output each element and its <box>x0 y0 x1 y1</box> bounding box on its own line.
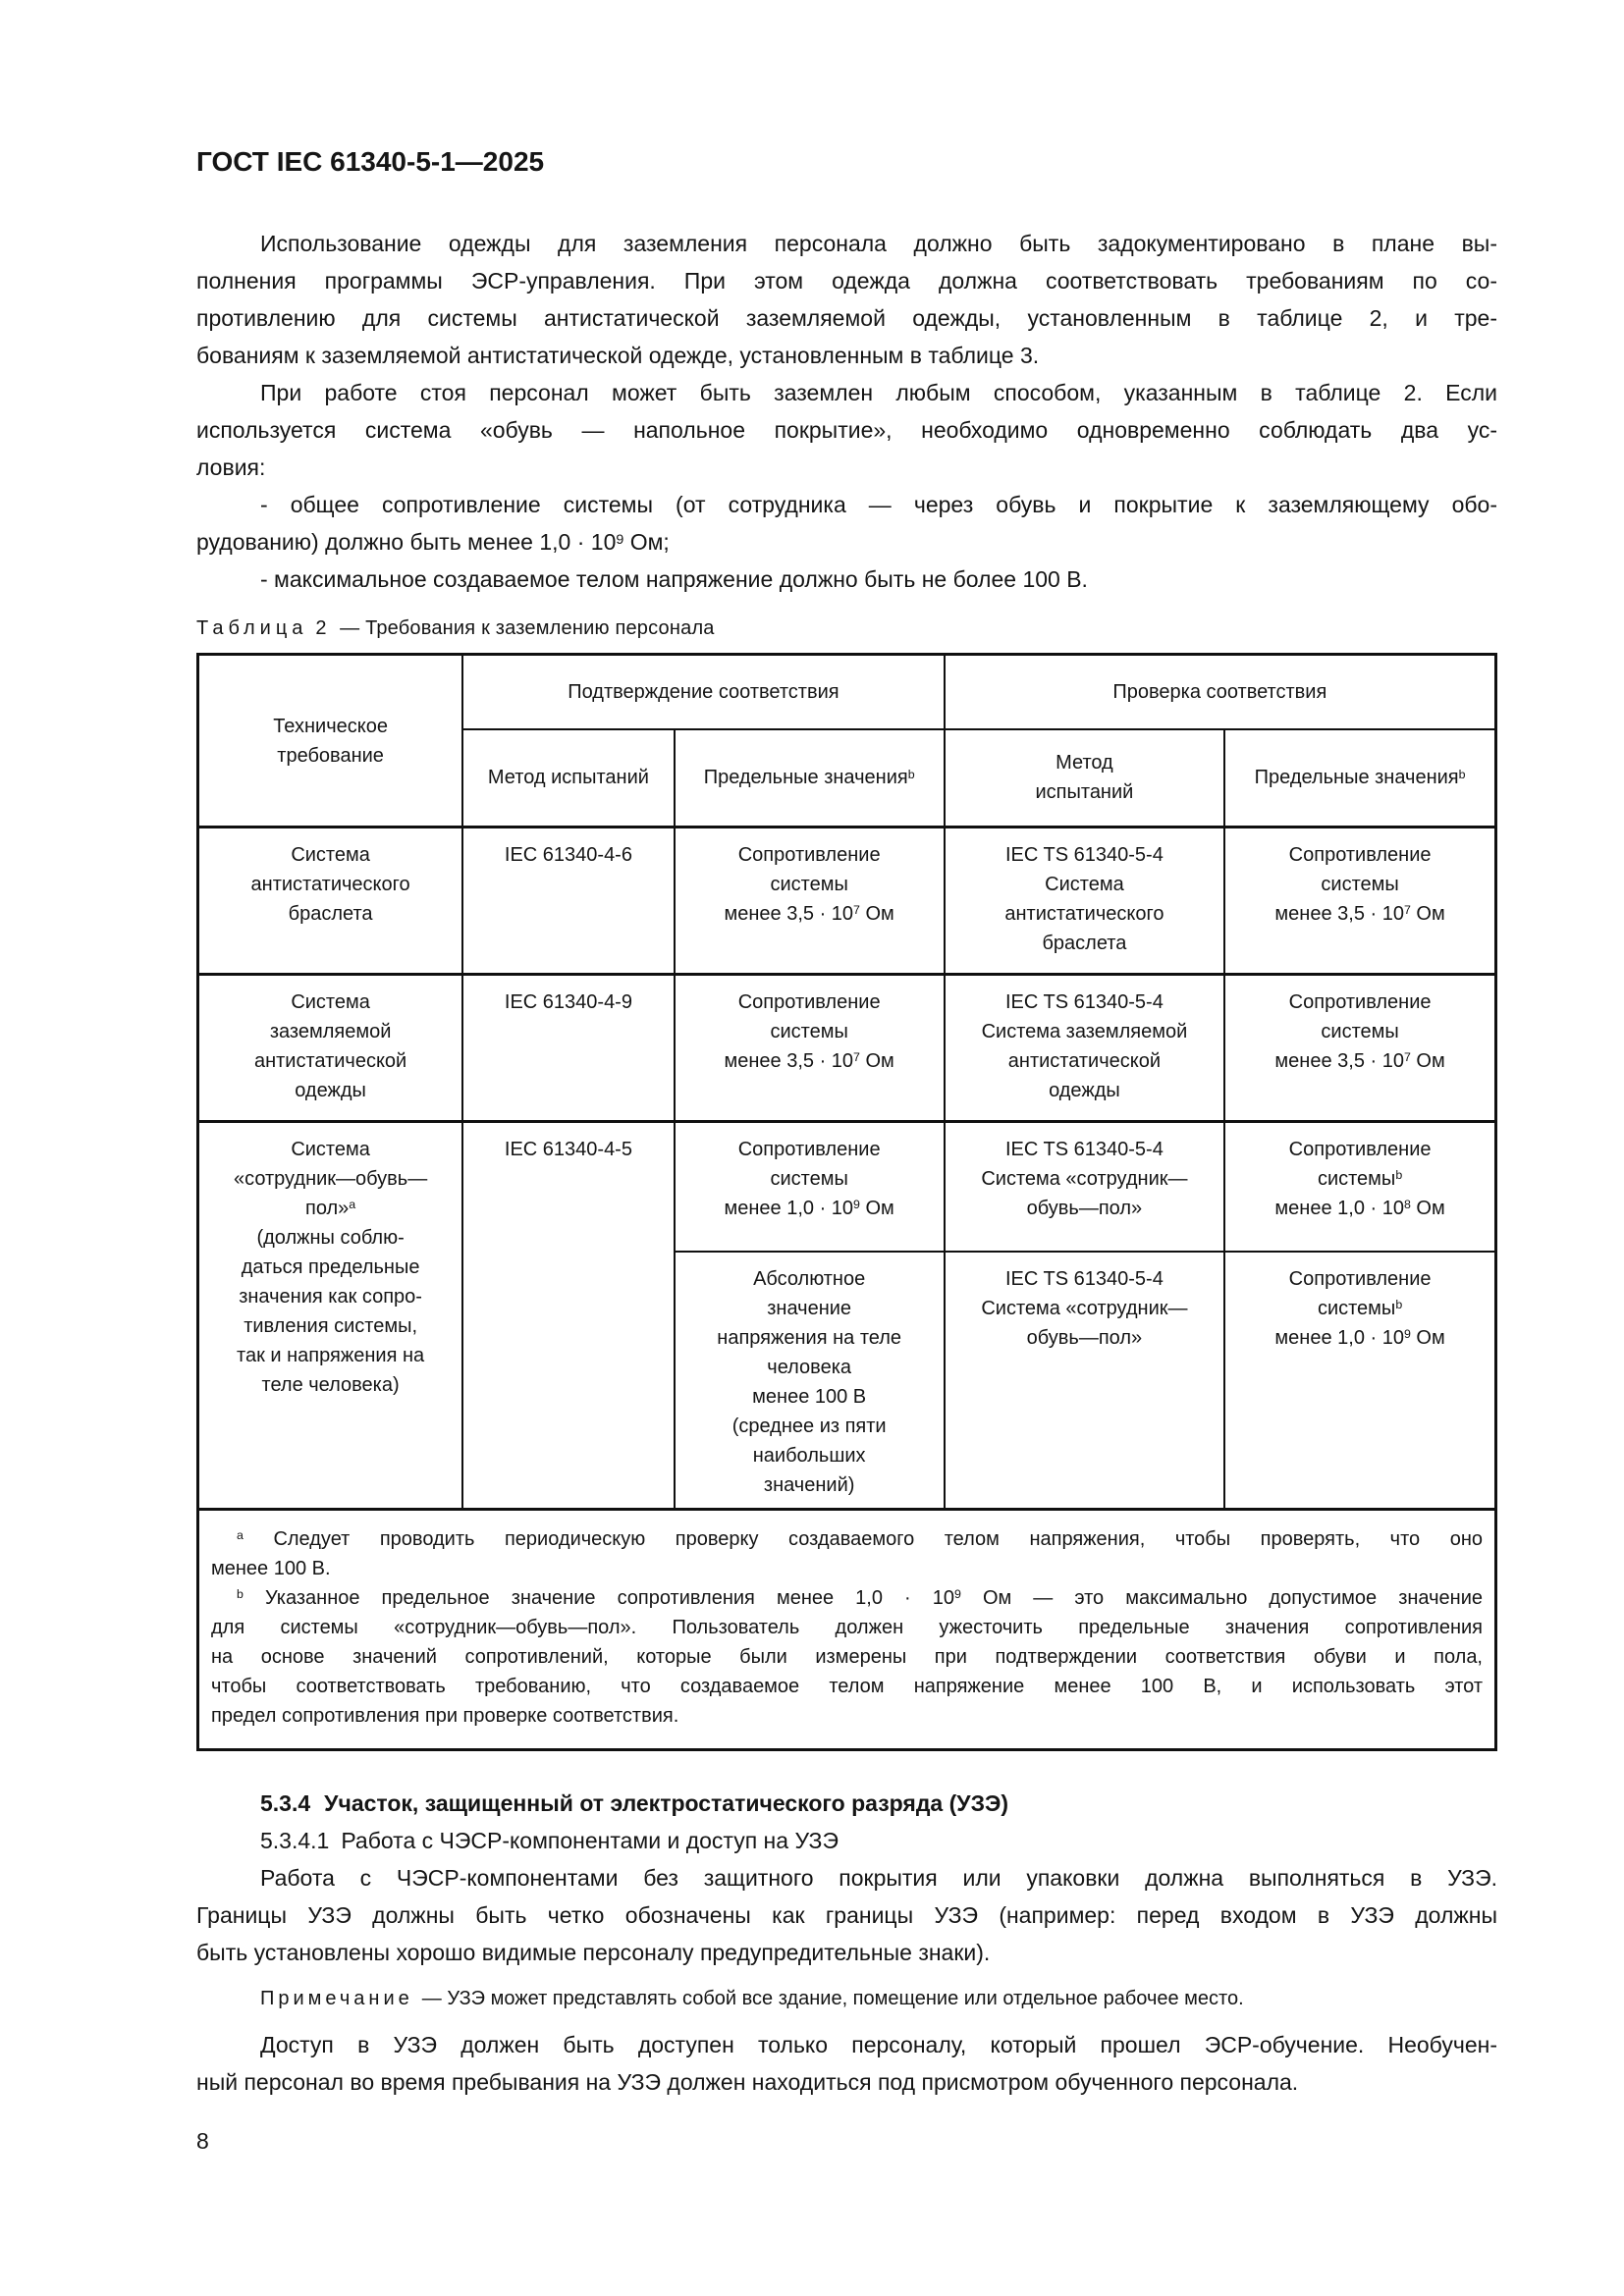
footnote-b <box>211 1583 1483 1731</box>
text-line <box>205 1135 456 1164</box>
text-line <box>951 988 1218 1017</box>
text-run: (должны соблю- <box>256 1227 405 1249</box>
text-line <box>1231 1264 1489 1294</box>
text-line <box>951 899 1218 929</box>
text-run: Сопротивление <box>1288 1267 1432 1290</box>
text-line <box>681 1194 938 1223</box>
text-line <box>681 1470 938 1500</box>
text-run: менее 1,0 · 10 <box>724 1198 854 1219</box>
text-line <box>205 1253 456 1282</box>
text-run: системы <box>770 874 848 895</box>
text-line <box>951 677 1489 707</box>
header-cell-confirm-limits <box>675 729 945 828</box>
row1-confirm-limit-cell <box>675 828 945 975</box>
text-run: системы <box>1321 874 1399 895</box>
row3-confirm-method-cell <box>462 1122 674 1510</box>
text-line <box>1231 899 1489 929</box>
row1-verify-limit-cell <box>1224 828 1495 975</box>
text-line <box>205 1017 456 1046</box>
text-line <box>951 1194 1218 1223</box>
text-run: теле человека) <box>261 1374 400 1396</box>
text-run: Ом <box>1410 903 1445 925</box>
text-line <box>211 1613 1483 1642</box>
text-line <box>681 1017 938 1046</box>
text-run: системы <box>1317 1297 1396 1319</box>
text-run: менее 1,0 · 10 <box>1274 1326 1404 1349</box>
text-run: IEC 61340-4-5 <box>504 1139 632 1160</box>
text-line <box>681 1412 938 1441</box>
text-line <box>205 712 456 741</box>
text-line <box>211 1554 1483 1583</box>
text-run: быть установлены хорошо видимые персоналу предупредительные знаки). <box>196 1939 991 1965</box>
text-run: Ом — это максимально допустимое значение <box>960 1586 1483 1609</box>
text-run: системы <box>770 1021 848 1042</box>
text-line <box>1231 1164 1489 1194</box>
text-run: обувь—пол» <box>1026 1198 1143 1219</box>
text-run: Метод <box>1056 752 1113 774</box>
text-line <box>951 748 1218 777</box>
row2-requirement-cell <box>198 975 463 1122</box>
text-line <box>205 741 456 771</box>
text-run: Указанное предельное значение сопротивления менее 1,0 · 10 <box>243 1586 954 1609</box>
row1-verify-method-cell <box>945 828 1225 975</box>
text-run: Доступ в УЗЭ должен быть доступен только персоналу, который прошел ЭСР-обучение. Необучен- <box>260 2031 1497 2057</box>
row3b-verify-limit-cell <box>1224 1252 1495 1510</box>
paragraph-epa-access <box>196 2026 1497 2101</box>
text-run: Система <box>291 991 370 1013</box>
text-line <box>1231 1194 1489 1223</box>
text-run: предел сопротивления при проверке соответствия. <box>211 1704 679 1727</box>
text-line <box>196 411 1497 449</box>
paragraph-standing-work <box>196 374 1497 486</box>
text-run: антистатической <box>1007 1050 1162 1072</box>
text-line <box>951 840 1218 870</box>
header-cell-verify-method <box>945 729 1225 828</box>
text-run: так и напряжения на <box>237 1345 425 1366</box>
text-line <box>205 988 456 1017</box>
text-run: Ом <box>1410 1198 1445 1219</box>
text-line <box>205 840 456 870</box>
text-run: Ом <box>859 1050 894 1072</box>
text-line <box>211 1583 1483 1613</box>
row2-confirm-method-cell <box>462 975 674 1122</box>
paragraph-clothing-grounding <box>196 225 1497 374</box>
text-line <box>469 840 667 870</box>
text-line <box>196 561 1497 598</box>
row3b-confirm-limit-cell <box>675 1252 945 1510</box>
table2-caption <box>196 614 1497 643</box>
superscript: b <box>1395 1297 1403 1311</box>
text-line <box>951 1323 1218 1353</box>
text-line <box>681 840 938 870</box>
text-line <box>196 1934 1497 1971</box>
text-line <box>951 870 1218 899</box>
text-line <box>196 523 1497 561</box>
text-line <box>681 899 938 929</box>
bullet-total-resistance <box>196 486 1497 561</box>
text-run: человека <box>767 1356 852 1378</box>
text-line <box>951 1294 1218 1323</box>
row3-requirement-cell <box>198 1122 463 1510</box>
section-5-3-4 <box>196 1785 1497 2101</box>
text-run: менее 3,5 · 10 <box>724 1050 854 1072</box>
text-run: менее 100 В. <box>211 1557 331 1579</box>
text-run: Система <box>291 1139 370 1160</box>
text-run: рудованию) должно быть менее 1,0 · 10 <box>196 529 617 555</box>
text-run: браслета <box>1042 933 1127 954</box>
section-heading-title: Участок, защищенный от электростатического разряда (УЗЭ) <box>324 1789 1009 1816</box>
text-line <box>1231 1135 1489 1164</box>
row1-confirm-method-cell <box>462 828 674 975</box>
text-run: IEC 61340-4-9 <box>504 991 632 1013</box>
superscript: 7 <box>853 1050 860 1065</box>
text-run: Сопротивление <box>1288 991 1432 1013</box>
text-line <box>196 299 1497 337</box>
intro-text <box>196 225 1497 598</box>
text-line <box>681 1441 938 1470</box>
text-line <box>951 1076 1218 1105</box>
text-run: системы <box>770 1168 848 1190</box>
text-run: Метод испытаний <box>487 767 649 789</box>
text-run: на основе значений сопротивлений, которые были измерены при подтверждении соответствия обуви и пола, <box>211 1645 1483 1668</box>
superscript: 9 <box>853 1198 860 1212</box>
text-run: При работе стоя персонал может быть заземлен любым способом, указанным в таблице 2. Если <box>260 380 1497 405</box>
text-run: испытаний <box>1035 781 1134 804</box>
text-run: Ом <box>859 1198 894 1219</box>
text-run: Система «сотрудник— <box>981 1297 1188 1319</box>
superscript: 7 <box>1403 903 1411 918</box>
text-line <box>205 1370 456 1400</box>
text-line <box>951 1017 1218 1046</box>
superscript: 8 <box>1403 1198 1411 1212</box>
text-line <box>205 1282 456 1311</box>
header-cell-requirement <box>198 655 463 828</box>
row2-verify-limit-cell <box>1224 975 1495 1122</box>
text-run: наибольших <box>752 1444 866 1467</box>
text-run: чтобы соответствовать требованию, что создаваемое телом напряжение менее 100 В, и использовать этот <box>211 1675 1483 1697</box>
text-line <box>196 1859 1497 1896</box>
text-line <box>681 1323 938 1353</box>
text-run: браслета <box>288 903 373 925</box>
text-run: Техническое <box>273 715 388 737</box>
text-line <box>681 1264 938 1294</box>
text-line <box>681 1382 938 1412</box>
text-line <box>1231 870 1489 899</box>
table2-caption-title: — Требования к заземлению персонала <box>340 617 715 639</box>
text-run: Предельные значения <box>1254 767 1459 789</box>
text-line <box>951 1135 1218 1164</box>
text-line <box>205 1341 456 1370</box>
text-run: значение <box>767 1297 852 1319</box>
text-run: одежды <box>1049 1080 1120 1101</box>
text-line <box>1231 1017 1489 1046</box>
header-cell-verify-group <box>945 655 1496 729</box>
text-run: Границы УЗЭ должны быть четко обозначены как границы УЗЭ (например: перед входом в УЗЭ должны <box>196 1901 1497 1928</box>
row3a-confirm-limit-cell <box>675 1122 945 1252</box>
text-run: IEC TS 61340-5-4 <box>1004 844 1164 866</box>
section-subheading-number: 5.3.4.1 <box>260 1827 330 1853</box>
text-line <box>469 677 937 707</box>
text-line <box>196 337 1497 374</box>
superscript: 9 <box>953 1586 961 1601</box>
text-run: Подтверждение соответствия <box>568 680 839 703</box>
text-run: даться предельные <box>241 1256 420 1278</box>
footnote-a <box>211 1524 1483 1583</box>
text-line <box>196 2026 1497 2063</box>
section-heading <box>196 1785 1497 1822</box>
superscript: 7 <box>853 903 860 918</box>
text-run: Предельные значения <box>703 767 908 789</box>
text-run: менее 3,5 · 10 <box>1274 903 1404 925</box>
text-run: - максимальное создаваемое телом напряжение должно быть не более 100 В. <box>260 566 1088 592</box>
text-run: бованиям к заземляемой антистатической одежде, установленным в таблице 3. <box>196 343 1040 368</box>
table2-caption-label: Таблица <box>196 617 308 639</box>
text-line <box>211 1672 1483 1701</box>
superscript: b <box>907 767 915 781</box>
text-line <box>205 1194 456 1223</box>
text-run: Ом <box>1410 1050 1445 1072</box>
superscript: 7 <box>1403 1050 1411 1065</box>
text-run: значения как сопро- <box>239 1286 422 1308</box>
superscript: b <box>1458 767 1466 781</box>
text-run: ловия: <box>196 454 266 480</box>
text-line <box>196 2063 1497 2101</box>
table2-caption-number: 2 <box>315 617 327 639</box>
text-run: противлению для системы антистатической заземляемой одежды, установленным в таблице 2, и тре- <box>196 305 1497 331</box>
text-line <box>1231 840 1489 870</box>
text-line <box>469 988 667 1017</box>
text-line <box>1231 763 1489 792</box>
text-line <box>196 225 1497 262</box>
text-line <box>951 929 1218 958</box>
section-heading-number: 5.3.4 <box>260 1789 311 1816</box>
row1-requirement-cell <box>198 828 463 975</box>
text-line <box>211 1642 1483 1672</box>
text-run: обувь—пол» <box>1026 1326 1143 1349</box>
text-run: IEC TS 61340-5-4 <box>1004 991 1164 1013</box>
text-run: ный персонал во время пребывания на УЗЭ должен находиться под присмотром обученного персонала. <box>196 2068 1299 2095</box>
text-line <box>681 1046 938 1076</box>
text-run: системы <box>1321 1021 1399 1042</box>
text-run: антистатического <box>250 874 410 895</box>
text-run: IEC TS 61340-5-4 <box>1004 1267 1164 1290</box>
header-cell-confirm-method <box>462 729 674 828</box>
document-header: ГОСТ IEC 61340-5-1—2025 <box>196 146 545 177</box>
text-line <box>205 1223 456 1253</box>
header-cell-confirm-group <box>462 655 944 729</box>
text-line <box>196 374 1497 411</box>
row3a-verify-method-cell <box>945 1122 1225 1252</box>
text-line <box>681 763 938 792</box>
text-run: менее 1,0 · 10 <box>1274 1198 1404 1219</box>
text-run: Сопротивление <box>737 1139 881 1160</box>
paragraph-epa-boundaries <box>196 1859 1497 1971</box>
text-line <box>681 1135 938 1164</box>
section-subheading <box>196 1822 1497 1859</box>
text-run: одежды <box>295 1080 366 1101</box>
text-line <box>205 870 456 899</box>
text-line <box>1231 1046 1489 1076</box>
text-line <box>469 763 667 792</box>
text-run: значений) <box>763 1473 855 1496</box>
text-run: Сопротивление <box>1288 1139 1432 1160</box>
superscript: a <box>237 1527 244 1542</box>
text-line <box>951 1164 1218 1194</box>
text-run: Сопротивление <box>1288 844 1432 866</box>
table2-footnotes-cell <box>198 1509 1496 1749</box>
text-line <box>681 1294 938 1323</box>
text-run: IEC 61340-4-6 <box>504 844 632 866</box>
text-run: Использование одежды для заземления персонала должно быть задокументировано в плане вы- <box>260 231 1497 256</box>
text-run: менее 100 В <box>752 1385 867 1408</box>
text-line <box>1231 1294 1489 1323</box>
superscript: 9 <box>1403 1326 1411 1341</box>
row2-verify-method-cell <box>945 975 1225 1122</box>
text-line <box>196 486 1497 523</box>
header-cell-verify-limits <box>1224 729 1495 828</box>
text-run: «сотрудник—обувь— <box>233 1168 428 1190</box>
text-run: IEC TS 61340-5-4 <box>1004 1139 1164 1160</box>
text-run: Система <box>291 844 370 866</box>
text-line <box>211 1701 1483 1731</box>
text-line <box>196 449 1497 486</box>
text-line <box>1231 988 1489 1017</box>
text-run: (среднее из пяти <box>731 1415 887 1437</box>
superscript: 9 <box>616 531 624 548</box>
grounding-requirements-table <box>196 653 1497 1751</box>
text-line <box>205 1311 456 1341</box>
text-run: - общее сопротивление системы (от сотрудника — через обувь и покрытие к заземляющему обо- <box>260 492 1497 517</box>
text-run: Работа с ЧЭСР-компонентами без защитного покрытия или упаковки должна выполняться в УЗЭ. <box>260 1864 1497 1891</box>
text-run: Ом <box>1410 1326 1445 1349</box>
text-run: Абсолютное <box>753 1267 866 1290</box>
text-line <box>951 777 1218 807</box>
text-line <box>681 1164 938 1194</box>
row3a-verify-limit-cell <box>1224 1122 1495 1252</box>
text-line <box>211 1524 1483 1554</box>
text-line <box>196 262 1497 299</box>
superscript: a <box>349 1198 356 1212</box>
row3b-verify-method-cell <box>945 1252 1225 1510</box>
text-run: пол» <box>304 1198 350 1219</box>
text-run: менее 3,5 · 10 <box>1274 1050 1404 1072</box>
text-run: антистатического <box>1004 903 1164 925</box>
text-line <box>951 1046 1218 1076</box>
text-run: Следует проводить периодическую проверку создаваемого телом напряжения, чтобы проверять, что оно <box>243 1527 1483 1550</box>
page-number: 8 <box>196 2127 209 2154</box>
text-run: Проверка соответствия <box>1112 680 1327 703</box>
text-run: используется система «обувь — напольное покрытие», необходимо одновременно соблюдать два ус- <box>196 417 1497 443</box>
text-line <box>951 1264 1218 1294</box>
superscript: b <box>1395 1168 1403 1183</box>
text-run: требование <box>277 744 384 767</box>
note-text: — УЗЭ может представлять собой все здание, помещение или отдельное рабочее место. <box>421 1987 1244 2009</box>
row2-confirm-limit-cell <box>675 975 945 1122</box>
text-run: для системы «сотрудник—обувь—пол». Пользователь должен ужесточить предельные значения сопротивления <box>211 1616 1483 1638</box>
bullet-max-voltage <box>196 561 1497 598</box>
text-line <box>469 1135 667 1164</box>
text-run: полнения программы ЭСР-управления. При этом одежда должна соответствовать требованиям по со- <box>196 268 1497 294</box>
text-run: Система <box>1045 874 1124 895</box>
text-line <box>205 899 456 929</box>
text-line <box>205 1076 456 1105</box>
text-run: заземляемой <box>269 1021 392 1042</box>
superscript: b <box>237 1586 244 1601</box>
text-run: Сопротивление <box>737 844 881 866</box>
text-run: Ом; <box>623 529 670 555</box>
text-line <box>681 988 938 1017</box>
text-run: Ом <box>859 903 894 925</box>
text-line <box>205 1164 456 1194</box>
text-run: системы <box>1317 1168 1396 1190</box>
text-run: менее 3,5 · 10 <box>724 903 854 925</box>
text-line <box>681 870 938 899</box>
text-line <box>1231 1323 1489 1353</box>
text-line <box>681 1353 938 1382</box>
note-label: Примечание <box>260 1987 413 2009</box>
text-run: Сопротивление <box>737 991 881 1013</box>
text-run: тивления системы, <box>244 1315 417 1337</box>
text-line <box>196 1896 1497 1934</box>
text-run: Система заземляемой <box>981 1021 1188 1042</box>
text-run: антистатической <box>253 1050 407 1072</box>
text-line <box>205 1046 456 1076</box>
text-run: Система «сотрудник— <box>981 1168 1188 1190</box>
note-epa <box>196 1984 1497 2013</box>
text-run: напряжения на теле <box>717 1326 902 1349</box>
section-subheading-title: Работа с ЧЭСР-компонентами и доступ на УЗЭ <box>341 1827 839 1853</box>
